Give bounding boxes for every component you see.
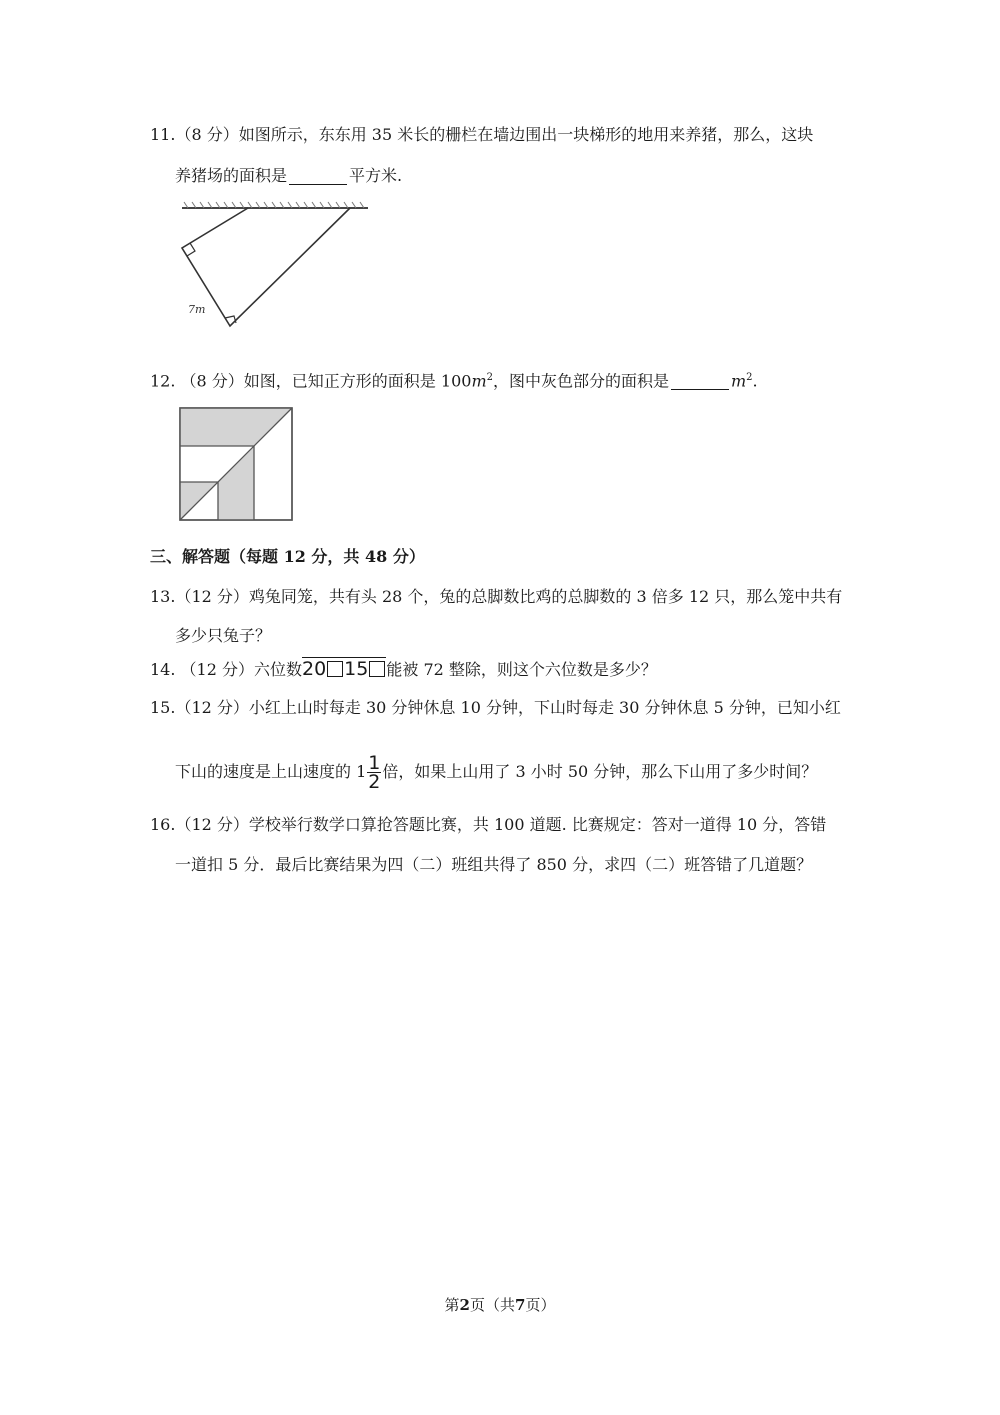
q15-line2-b: 倍，如果上山用了 3 小时 50 分钟，那么下山用了多少时间？ <box>382 762 818 781</box>
one-half-fraction <box>367 754 381 791</box>
footer-total-pages: 7 <box>515 1296 526 1314</box>
q11-fig-label: 7m <box>188 303 206 316</box>
square-figure <box>178 406 294 522</box>
q15-line2 <box>175 752 817 792</box>
q15-line1: 15.（12 分）小红上山时每走 30 分钟休息 10 分钟，下山时每走 30 分钟休息 5 分钟，已知小红 <box>150 698 841 717</box>
footer-page-number: 2 <box>459 1296 470 1314</box>
q11-line2 <box>175 164 402 188</box>
q12-sup2: 2 <box>746 372 753 383</box>
frac-numerator: 1 <box>368 752 381 774</box>
q12-text-a: 12. （8 分）如图，已知正方形的面积是 100 <box>150 371 472 391</box>
q13-line2: 多少只兔子？ <box>175 626 272 645</box>
q13-line1: 13.（12 分）鸡兔同笼，共有头 28 个，兔的总脚数比鸡的总脚数的 3 倍多 12 只，那么笼中共有 <box>150 587 843 606</box>
section3-title: 三、解答题（每题 12 分，共 48 分） <box>150 547 425 566</box>
q15-line2-a: 下山的速度是上山速度的 1 <box>175 762 367 781</box>
trapezoid-figure <box>178 196 378 331</box>
q14-text-b: 能被 72 整除，则这个六位数是多少？ <box>386 660 657 679</box>
q12-line <box>150 366 758 393</box>
footer-b: 页（共 <box>469 1296 515 1314</box>
q14-blank-digit-1[interactable] <box>327 661 343 677</box>
six-digit-number <box>302 657 386 679</box>
q11-line2-a: 养猪场的面积是 <box>175 166 288 185</box>
q12-sup: 2 <box>486 372 493 383</box>
q12-unit-m: m <box>471 371 487 391</box>
q16-line2: 一道扣 5 分．最后比赛结果为四（二）班组共得了 850 分，求四（二）班答错了几道题？ <box>175 855 813 874</box>
q16-line1: 16.（12 分）学校举行数学口算抢答题比赛，共 100 道题. 比赛规定：答对一道得 10 分，答错 <box>150 815 827 834</box>
q14-digits-a: 20 <box>301 658 327 680</box>
q14-text-a: 14. （12 分）六位数 <box>150 660 302 679</box>
footer-a: 第 <box>444 1296 460 1314</box>
q14-blank-digit-2[interactable] <box>369 661 385 677</box>
q14-line <box>150 657 657 682</box>
q11-line1: 11.（8 分）如图所示，东东用 35 米长的栅栏在墙边围出一块梯形的地用来养猪，那么，这块 <box>150 125 814 144</box>
q14-digits-b: 15 <box>344 658 369 680</box>
q12-unit-m2: m <box>731 371 747 391</box>
q11-line2-b: 平方米. <box>349 166 403 185</box>
frac-denominator: 2 <box>368 771 381 793</box>
q12-text-b: ，图中灰色部分的面积是 <box>492 371 669 391</box>
q12-answer-blank[interactable] <box>671 371 729 390</box>
q12-text-c: . <box>752 371 758 391</box>
page-footer <box>0 1294 1000 1316</box>
footer-c: 页） <box>525 1296 556 1314</box>
q11-answer-blank[interactable] <box>289 166 347 185</box>
